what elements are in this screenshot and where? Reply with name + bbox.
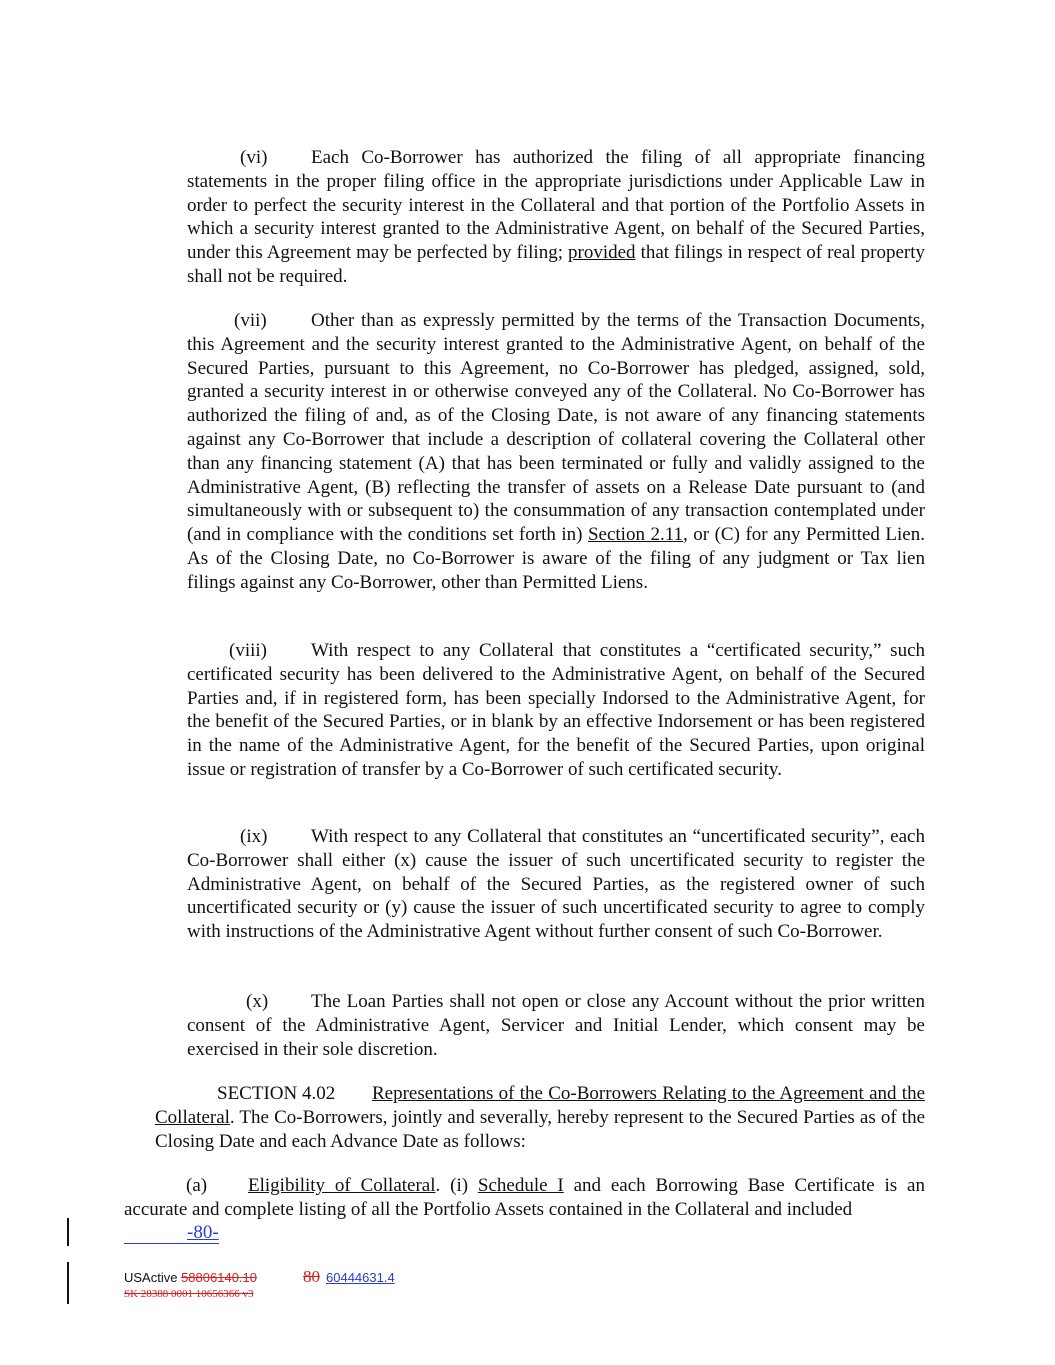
document-footer	[124, 1267, 395, 1287]
paragraph-ix	[187, 825, 925, 944]
change-bar	[67, 1262, 69, 1304]
section-text: . The Co-Borrowers, jointly and severally, hereby represent to the Secured Parties as of the Closing Date and each Advance Date as follows:	[155, 1106, 925, 1152]
paragraph-x	[187, 990, 925, 1061]
paragraph-number: (ix)	[240, 826, 268, 847]
deleted-doc-id: 58806140.10	[181, 1270, 257, 1285]
subsection-text: . (i)	[435, 1175, 478, 1196]
paragraph-text: The Loan Parties shall not open or close any Account without the prior written consent of the Administrative Agent, Servicer and Initial Lender, which consent may be exercised in their sole discretion.	[187, 991, 925, 1060]
subsection-title: Eligibility of Collateral	[248, 1175, 436, 1196]
paragraph-text: With respect to any Collateral that constitutes an “uncertificated security”, each Co-Borrower shall either (x) cause the issuer of such uncertificated security to register the Administrative Agent, on behalf of the Secured Parties, as the registered owner of such uncertificated security or (y) cause the issuer of such uncertificated security to agree to comply with instructions of the Administrative Agent without further consent of such Co-Borrower.	[187, 826, 925, 943]
footer-prefix: USActive	[124, 1270, 182, 1285]
paragraph-vi	[187, 146, 925, 289]
section-reference: Section 2.11	[587, 524, 684, 546]
paragraph-text: Other than as expressly permitted by the terms of the Transaction Documents, this Agreement and the security interest granted to the Administrative Agent, on behalf of the Secured Parties, pursuant to this Agreement, no Co-Borrower has pledged, assigned, sold, granted a security interest in or otherwise conveyed any of the Collateral. No Co-Borrower has authorized the filing of and, as of the Closing Date, is not aware of any financing statements against any Co-Borrower that include a description of collateral covering the Collateral other than any financing statement (A) that has been terminated or fully and validly assigned to the Administrative Agent, (B) reflecting the transfer of assets on a Release Date pursuant to (and simultaneously with or subsequent to) the consummation of any transaction contemplated under (and in compliance with the conditions set forth in)	[187, 310, 925, 546]
subsection-number: (a)	[186, 1175, 208, 1196]
paragraph-text: Each Co-Borrower has authorized the filing of all appropriate financing statements in the proper filing office in the appropriate jurisdictions under Applicable Law in order to perfect the security interest in the Collateral and that portion of the Portfolio Assets in which a security interest granted to the Administrative Agent, on behalf of the Secured Parties, under this Agreement may be perfected by filing;	[187, 147, 925, 264]
section-4-02	[155, 1082, 925, 1153]
paragraph-text-cont: , or (C) for any Permitted Lien. As of the Closing Date, no Co-Borrower is aware of the filing of any judgment or Tax lien filings against any Co-Borrower, other than Permitted Liens.	[187, 524, 925, 593]
subsection-a	[124, 1174, 925, 1222]
page-number: -80-	[187, 1222, 219, 1243]
paragraph-number: (x)	[246, 991, 269, 1012]
paragraph-text-cont: that filings in respect of real property shall not be required.	[187, 242, 925, 287]
paragraph-number: (vi)	[240, 147, 268, 168]
schedule-reference: Schedule I	[477, 1175, 564, 1196]
paragraph-number: (viii)	[229, 640, 267, 661]
section-label: SECTION 4.02	[217, 1083, 336, 1104]
defined-term: provided	[568, 242, 636, 264]
paragraph-vii	[187, 309, 925, 595]
paragraph-number: (vii)	[234, 310, 267, 331]
change-bar	[67, 1218, 69, 1246]
subsection-text-cont: and each Borrowing Base Certificate is an accurate and complete listing of all the Portfolio Assets contained in the Collateral and included	[124, 1175, 925, 1220]
inserted-doc-id: 60444631.4	[326, 1270, 395, 1285]
section-title: Representations of the Co-Borrowers Relating to the Agreement and the Collateral	[155, 1083, 925, 1128]
paragraph-text: With respect to any Collateral that constitutes a “certificated security,” such certificated security has been delivered to the Administrative Agent, on behalf of the Secured Parties and, if in registered form, has been specially Indorsed to the Administrative Agent, for the benefit of the Secured Parties, or in blank by an effective Indorsement or has been registered in the name of the Administrative Agent, for the benefit of the Secured Parties, upon original issue or registration of transfer by a Co-Borrower of such certificated security.	[187, 640, 925, 780]
deleted-page-number: 80	[303, 1267, 320, 1286]
deleted-doc-reference: SK 28388 0001 10656366 v3	[124, 1288, 254, 1300]
paragraph-viii	[187, 639, 925, 782]
